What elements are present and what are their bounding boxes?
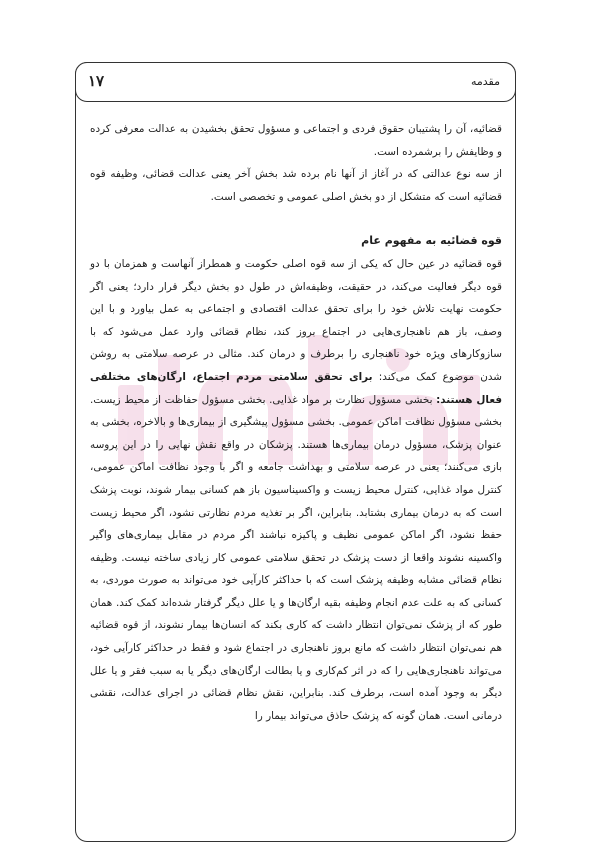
- header-band: [75, 62, 516, 102]
- paragraph-text-start: قوه قضائیه در عین حال که یکی از سه قوه اصلی حکومت و همطراز آنهاست و همزمان با دو قوه دیگر فعالیت می‌کند، در حقیقت، وظیفه‌اش در طول دو بخش دیگر قرار دارد؛ یعنی اگر حکومت نهایت تلاش خود را برای تحقق عدالت اقتصادی و اجتماعی به عمل بیاورد و با این وصف، باز هم ناهنجاری‌هایی در اجتماع بروز کند، نظام قضائی وارد عمل می‌شود که با سازوکارهای ویژه خود ناهنجاری را برطرف و درمان کند. مثالی در عرصه سلامتی به روشن شدن موضوع کمک می‌کند:: [90, 257, 503, 383]
- section-paragraph: [90, 253, 502, 727]
- chapter-title: مقدمه: [470, 75, 500, 88]
- intro-paragraph-2: از سه نوع عدالتی که در آغاز از آنها نام برده شد بخش آخر یعنی عدالت قضائی، وظیفه قوه قضائیه است که متشکل از دو بخش اصلی عمومی و تخصصی است.: [90, 168, 502, 203]
- section-heading: قوه قضائیه به مفهوم عام: [361, 234, 502, 248]
- page-body: [90, 118, 502, 727]
- intro-paragraph-1: قضائیه، آن را پشتیبان حقوق فردی و اجتماعی و مسؤول تحقق بخشیدن به عدالت معرفی کرده و وظایفش را برشمرده است.: [90, 123, 502, 158]
- paragraph-text-rest: بخشی مسؤول نظارت بر مواد غذایی. بخشی مسؤول حفاظت از محیط زیست. بخشی مسؤول نظافت اماکن عمومی. بخشی مسؤول پیشگیری از بیماری‌ها و بالاخره، بخشی به عنوان پزشک، مسؤول درمان بیماری‌ها هستند. پزشکان در واقع نقش نهایی را در این پروسه بازی می‌کنند؛ یعنی در عرصه سلامتی و بهداشت جامعه و اگر با وجود نظافت اماکن عمومی، کنترل مواد غذایی، کنترل محیط زیست و واکسیناسیون باز هم کسانی بیمار شوند، نوبت پزشک است که به درمان بیماری بشتابد. بنابراین، اگر بر تغذیه مردم نظارتی نشود، اگر محیط زیست حفظ نشود، اگر اماکن عمومی نظیف و پاکیزه نباشند اگر مردم در مقابل بیماری‌های واگیر واکسینه نشوند واقعا از دست پزشک در تحقق سلامتی عمومی کار زیادی ساخته نیست. وظیفه نظام قضائی مشابه وظیفه پزشک است که با حداکثر کارآیی خود می‌تواند به صورت موردی، به کسانی که به علت عدم انجام وظیفه بقیه ارگان‌ها و یا علل دیگر گرفتار شده‌اند کمک کند. همان طور که از پزشک نمی‌توان انتظار داشت که کاری بکند که انسان‌ها بیمار نشوند، از قوه قضائیه هم نمی‌توان انتظار داشت که مانع بروز ناهنجاری در اجتماع شود و فقط در حداکثر کارآیی خود، می‌تواند ناهنجاری‌هایی را که در اثر کم‌کاری و یا بطالت ارگان‌های دیگر یا به سبب فقر و یا علل دیگر به وجود آمده است، برطرف کند. بنابراین، نقش نظام قضائی در اجرای عدالت، نقشی درمانی است. همان گونه که پزشک حاذق می‌تواند بیمار را: [90, 393, 502, 722]
- paragraph-spacer: [90, 208, 502, 230]
- bold-phrase: برای تحقق سلامتی مردم اجتماع، ارگان‌های مختلفی فعال هستند:: [90, 370, 502, 406]
- page-number: ۱۷: [88, 72, 105, 90]
